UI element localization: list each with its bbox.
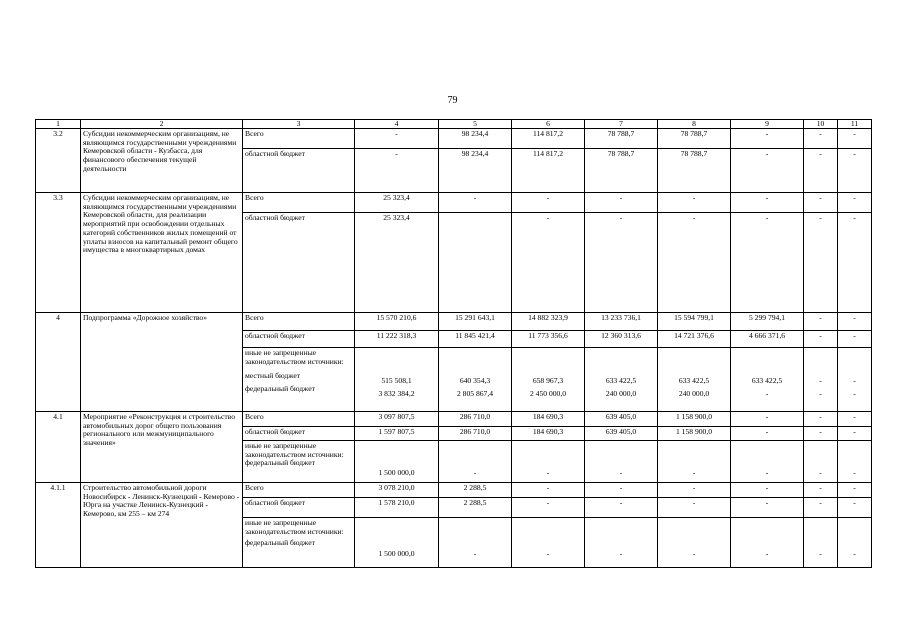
cell-value: - — [804, 213, 838, 313]
cell-value: 2 288,5 — [439, 483, 512, 498]
cell-value-group — [658, 441, 731, 483]
source-cell — [243, 441, 355, 483]
cell-value: 78 788,7 — [658, 129, 731, 149]
cell-value-group — [512, 518, 585, 568]
cell-value: - — [585, 193, 658, 213]
row-number: 4.1.1 — [36, 483, 81, 568]
source-label: Всего — [243, 129, 355, 149]
cell-value: 658 967,3 — [532, 376, 564, 385]
cell-value: 240 000,0 — [678, 388, 710, 398]
cell-value: 14 721 376,6 — [658, 331, 731, 348]
cell-value: 240 000,0 — [605, 388, 637, 398]
cell-value: 78 788,7 — [658, 149, 731, 193]
cell-value: 3 078 210,0 — [355, 483, 439, 498]
source-cell — [243, 518, 355, 568]
cell-value: 11 773 356,6 — [512, 331, 585, 348]
cell-value: 1 597 807,5 — [355, 427, 439, 441]
cell-value: - — [853, 549, 856, 558]
budget-table — [35, 119, 872, 568]
cell-value: - — [838, 427, 872, 441]
cell-value: - — [804, 498, 838, 518]
cell-value: 3 832 384,2 — [378, 388, 415, 398]
cell-value: - — [853, 388, 856, 398]
cell-value: - — [658, 213, 731, 313]
cell-value-group — [804, 518, 838, 568]
cell-value: 2 450 000,0 — [529, 388, 567, 398]
cell-value: 1 500 000,0 — [378, 468, 415, 477]
cell-value: - — [731, 427, 804, 441]
cell-value: 1 158 900,0 — [658, 412, 731, 427]
cell-value: - — [765, 549, 769, 558]
cell-value: 15 291 643,1 — [439, 313, 512, 331]
cell-value-group — [838, 348, 872, 412]
cell-value: - — [355, 129, 439, 149]
col-header: 9 — [731, 120, 804, 129]
source-label: областной бюджет — [243, 498, 355, 518]
cell-value: - — [546, 468, 550, 477]
other-sources-label: иные не запрещенные законодательством источники: — [245, 441, 344, 459]
other-sources-label: иные не запрещенные законодательством источники: — [245, 348, 344, 366]
cell-value: - — [692, 549, 696, 558]
cell-value: - — [512, 193, 585, 213]
source-label: федеральный бюджет — [245, 458, 315, 468]
cell-value: 13 233 736,1 — [585, 313, 658, 331]
cell-value: 515 508,1 — [381, 376, 412, 385]
cell-value-group — [585, 441, 658, 483]
cell-value: - — [838, 213, 872, 313]
cell-value: - — [658, 498, 731, 518]
col-header: 4 — [355, 120, 439, 129]
cell-value-group — [838, 441, 872, 483]
row-number: 4 — [36, 313, 81, 412]
cell-value: - — [355, 149, 439, 193]
cell-value-group — [804, 441, 838, 483]
cell-value: 286 710,0 — [439, 412, 512, 427]
cell-value: 15 594 799,1 — [658, 313, 731, 331]
cell-value: - — [546, 549, 550, 558]
cell-value: - — [804, 412, 838, 427]
cell-value: - — [838, 193, 872, 213]
cell-value: - — [731, 412, 804, 427]
cell-value-group — [658, 518, 731, 568]
cell-value: 1 578 210,0 — [355, 498, 439, 518]
cell-value: - — [838, 129, 872, 149]
cell-value-group — [838, 518, 872, 568]
table-row — [36, 483, 872, 498]
cell-value: 639 405,0 — [585, 412, 658, 427]
cell-value-group — [439, 348, 512, 412]
cell-value: - — [473, 468, 477, 477]
cell-value-group — [512, 348, 585, 412]
cell-value: - — [619, 549, 623, 558]
cell-value: 640 354,3 — [459, 376, 491, 385]
cell-value: 5 299 794,1 — [731, 313, 804, 331]
cell-value: 78 788,7 — [585, 149, 658, 193]
cell-value: 15 570 210,6 — [355, 313, 439, 331]
table-row — [36, 313, 872, 331]
cell-value: - — [838, 412, 872, 427]
cell-value: - — [658, 483, 731, 498]
source-cell — [243, 348, 355, 412]
cell-value: - — [731, 498, 804, 518]
cell-value: 4 666 371,6 — [731, 331, 804, 348]
cell-value: - — [731, 213, 804, 313]
cell-value: 633 422,5 — [678, 376, 710, 385]
cell-value: - — [819, 468, 822, 477]
cell-value: 633 422,5 — [751, 376, 783, 385]
cell-value: - — [838, 483, 872, 498]
cell-value: - — [585, 498, 658, 518]
cell-value: - — [585, 213, 658, 313]
col-header: 7 — [585, 120, 658, 129]
cell-value: - — [804, 313, 838, 331]
col-header: 8 — [658, 120, 731, 129]
cell-value: - — [512, 498, 585, 518]
table-row — [36, 129, 872, 149]
col-header: 10 — [804, 120, 838, 129]
cell-value-group — [439, 518, 512, 568]
cell-value: - — [853, 376, 856, 385]
cell-value-group — [731, 441, 804, 483]
cell-value: - — [473, 549, 477, 558]
cell-value: 1 158 900,0 — [658, 427, 731, 441]
cell-value: - — [819, 388, 822, 398]
cell-value: 12 360 313,6 — [585, 331, 658, 348]
cell-value: - — [439, 193, 512, 213]
cell-value-group — [585, 348, 658, 412]
cell-value: - — [731, 129, 804, 149]
col-header: 11 — [838, 120, 872, 129]
source-label: Всего — [243, 483, 355, 498]
page-number: 79 — [447, 95, 458, 106]
row-number: 4.1 — [36, 412, 81, 483]
cell-value: - — [619, 468, 623, 477]
cell-value: 184 690,3 — [512, 412, 585, 427]
cell-value: 98 234,4 — [439, 129, 512, 149]
cell-value: - — [731, 193, 804, 213]
row-number: 3.3 — [36, 193, 81, 313]
source-label: областной бюджет — [243, 331, 355, 348]
cell-value: - — [765, 388, 769, 398]
cell-value — [439, 213, 512, 313]
cell-value-group — [658, 348, 731, 412]
cell-value: - — [819, 549, 822, 558]
source-label: Всего — [243, 313, 355, 331]
cell-value: - — [804, 483, 838, 498]
cell-value: - — [804, 427, 838, 441]
header-row — [36, 120, 872, 129]
cell-value: - — [512, 213, 585, 313]
cell-value: 114 817,2 — [512, 129, 585, 149]
row-name: Субсидии некоммерческим организациям, не являющимся государственными учреждениями Кемеровской области - Кузбасса, для финансового обеспечения текущей деятельности — [81, 129, 243, 193]
cell-value-group — [439, 441, 512, 483]
cell-value: - — [731, 149, 804, 193]
source-label: местный бюджет — [245, 371, 301, 381]
col-header: 2 — [81, 120, 243, 129]
cell-value: 11 222 318,3 — [355, 331, 439, 348]
row-name: Строительство автомобильной дороги Новосибирск - Ленинск-Кузнецкий - Кемерово - Юрга на участке Ленинск-Кузнецкий - Кемерово, км 255 – км 274 — [81, 483, 243, 568]
cell-value: - — [804, 129, 838, 149]
col-header: 1 — [36, 120, 81, 129]
cell-value: - — [853, 468, 856, 477]
source-label: федеральный бюджет — [245, 538, 315, 548]
cell-value: - — [585, 483, 658, 498]
row-name: Подпрограмма «Дорожное хозяйство» — [81, 313, 243, 412]
cell-value-group — [355, 348, 439, 412]
cell-value-group — [804, 348, 838, 412]
cell-value: 2 805 867,4 — [456, 388, 494, 398]
cell-value: - — [838, 313, 872, 331]
row-name: Субсидии некоммерческим организациям, не являющимся государственными учреждениями Кемеровской области, для реализации мероприятий при освобождении отдельных категорий собственников жилых помещений от уплаты взносов на капитальный ремонт общего имущества в многоквартирных домах — [81, 193, 243, 313]
cell-value: - — [765, 468, 769, 477]
cell-value: 25 323,4 — [355, 213, 439, 313]
cell-value: - — [658, 193, 731, 213]
cell-value: 184 690,3 — [512, 427, 585, 441]
source-label: областной бюджет — [243, 213, 355, 313]
cell-value: - — [819, 376, 822, 385]
col-header: 3 — [243, 120, 355, 129]
other-sources-label: иные не запрещенные законодательством источники: — [245, 518, 344, 536]
cell-value: - — [838, 498, 872, 518]
source-label: областной бюджет — [243, 427, 355, 441]
cell-value: - — [804, 331, 838, 348]
col-header: 5 — [439, 120, 512, 129]
cell-value: 14 882 323,9 — [512, 313, 585, 331]
cell-value: 114 817,2 — [512, 149, 585, 193]
cell-value: - — [804, 149, 838, 193]
cell-value: 11 845 421,4 — [439, 331, 512, 348]
cell-value: 1 500 000,0 — [378, 549, 415, 558]
col-header: 6 — [512, 120, 585, 129]
row-number: 3.2 — [36, 129, 81, 193]
cell-value: 78 788,7 — [585, 129, 658, 149]
cell-value-group — [355, 518, 439, 568]
cell-value-group — [512, 441, 585, 483]
cell-value: 3 097 807,5 — [355, 412, 439, 427]
source-label: федеральный бюджет — [245, 384, 315, 394]
cell-value: 286 710,0 — [439, 427, 512, 441]
cell-value: 25 323,4 — [355, 193, 439, 213]
cell-value: 633 422,5 — [605, 376, 637, 385]
cell-value-group — [731, 348, 804, 412]
source-label: Всего — [243, 412, 355, 427]
cell-value: - — [731, 483, 804, 498]
cell-value: - — [804, 193, 838, 213]
cell-value: - — [512, 483, 585, 498]
cell-value: 98 234,4 — [439, 149, 512, 193]
table-row — [36, 193, 872, 213]
cell-value: 2 288,5 — [439, 498, 512, 518]
cell-value-group — [585, 518, 658, 568]
cell-value: 639 405,0 — [585, 427, 658, 441]
row-name: Мероприятие «Реконструкция и строительство автомобильных дорог общего пользования регионального или межмуниципального значения» — [81, 412, 243, 483]
source-label: областной бюджет — [243, 149, 355, 193]
cell-value-group — [731, 518, 804, 568]
cell-value: - — [692, 468, 696, 477]
cell-value-group — [355, 441, 439, 483]
cell-value: - — [838, 331, 872, 348]
cell-value: - — [838, 149, 872, 193]
source-label: Всего — [243, 193, 355, 213]
table-row — [36, 412, 872, 427]
